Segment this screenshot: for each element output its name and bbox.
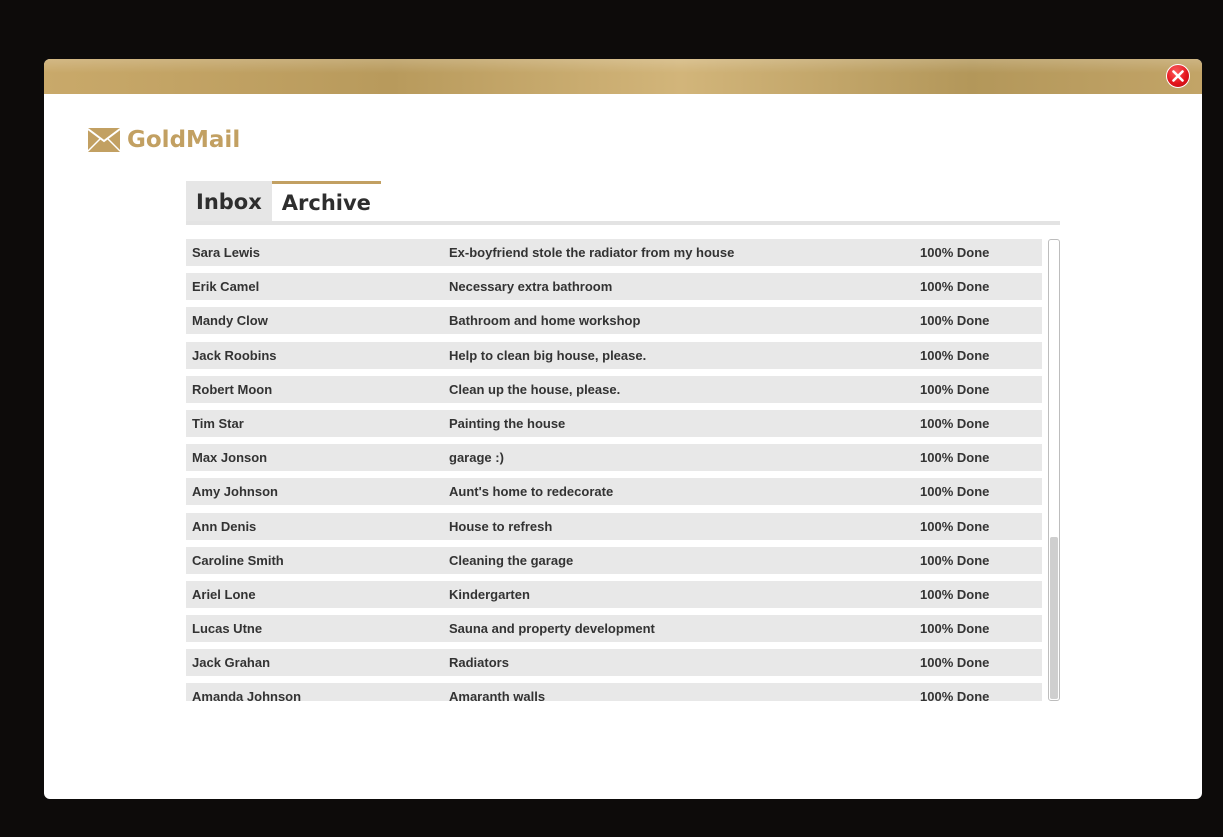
- message-row[interactable]: [186, 342, 1042, 369]
- scrollbar-thumb[interactable]: [1050, 537, 1058, 699]
- close-button[interactable]: [1166, 64, 1190, 88]
- message-status: 100% Done: [920, 621, 990, 637]
- message-row[interactable]: [186, 581, 1042, 608]
- message-status: 100% Done: [920, 655, 990, 671]
- message-status: 100% Done: [920, 347, 990, 363]
- message-sender: Robert Moon: [192, 381, 273, 397]
- message-row[interactable]: [186, 478, 1042, 505]
- message-subject: Bathroom and home workshop: [449, 313, 641, 329]
- mail-tabs: [186, 181, 381, 222]
- close-icon: [1172, 70, 1184, 82]
- message-sender: Jack Grahan: [192, 655, 271, 671]
- message-status: 100% Done: [920, 279, 990, 295]
- message-sender: Tim Star: [192, 415, 244, 431]
- message-subject: Ex-boyfriend stole the radiator from my house: [449, 245, 735, 260]
- message-subject: garage :): [449, 450, 504, 466]
- message-row[interactable]: [186, 444, 1042, 471]
- envelope-icon: [88, 128, 120, 152]
- message-row[interactable]: [186, 615, 1042, 642]
- message-sender: Caroline Smith: [192, 552, 284, 568]
- message-status: 100% Done: [920, 450, 990, 466]
- message-status: 100% Done: [920, 552, 990, 568]
- tab-divider: [186, 221, 1060, 225]
- message-sender: Amy Johnson: [192, 484, 278, 500]
- app-logo: [88, 125, 240, 155]
- message-subject: Kindergarten: [449, 586, 530, 602]
- message-row[interactable]: [186, 376, 1042, 403]
- message-sender: Jack Roobins: [192, 347, 277, 363]
- message-status: 100% Done: [920, 518, 990, 534]
- message-subject: Amaranth walls: [449, 689, 546, 701]
- message-row[interactable]: [186, 307, 1042, 334]
- message-status: 100% Done: [920, 415, 990, 431]
- goldmail-window: [44, 59, 1202, 799]
- message-sender: Max Jonson: [192, 450, 268, 466]
- message-status: 100% Done: [920, 484, 990, 500]
- message-list[interactable]: [186, 239, 1042, 701]
- message-row[interactable]: [186, 239, 1042, 266]
- message-row[interactable]: [186, 513, 1042, 540]
- message-subject: Radiators: [449, 655, 509, 671]
- message-status: 100% Done: [920, 245, 990, 260]
- message-status: 100% Done: [920, 689, 990, 701]
- message-row[interactable]: [186, 683, 1042, 701]
- message-subject: Cleaning the garage: [449, 552, 574, 568]
- message-sender: Lucas Utne: [192, 621, 263, 637]
- tab-archive[interactable]: Archive: [272, 181, 381, 222]
- message-subject: Help to clean big house, please.: [449, 347, 647, 363]
- message-status: 100% Done: [920, 586, 990, 602]
- message-subject: Sauna and property development: [449, 621, 655, 637]
- message-sender: Ann Denis: [192, 518, 257, 534]
- message-subject: Painting the house: [449, 415, 566, 431]
- message-subject: Aunt's home to redecorate: [449, 484, 614, 500]
- message-status: 100% Done: [920, 313, 990, 329]
- message-sender: Erik Camel: [192, 279, 260, 295]
- title-bar[interactable]: [44, 59, 1202, 94]
- message-status: 100% Done: [920, 381, 990, 397]
- message-row[interactable]: [186, 547, 1042, 574]
- message-sender: Amanda Johnson: [192, 689, 302, 701]
- message-row[interactable]: [186, 649, 1042, 676]
- message-sender: Sara Lewis: [192, 245, 260, 260]
- message-subject: Necessary extra bathroom: [449, 279, 613, 295]
- message-subject: House to refresh: [449, 518, 553, 534]
- message-sender: Ariel Lone: [192, 586, 256, 602]
- scrollbar[interactable]: [1048, 239, 1060, 701]
- app-name: GoldMail: [127, 127, 241, 153]
- message-sender: Mandy Clow: [192, 313, 268, 329]
- message-row[interactable]: [186, 273, 1042, 300]
- tab-inbox[interactable]: Inbox: [186, 181, 272, 222]
- message-subject: Clean up the house, please.: [449, 381, 621, 397]
- message-row[interactable]: [186, 410, 1042, 437]
